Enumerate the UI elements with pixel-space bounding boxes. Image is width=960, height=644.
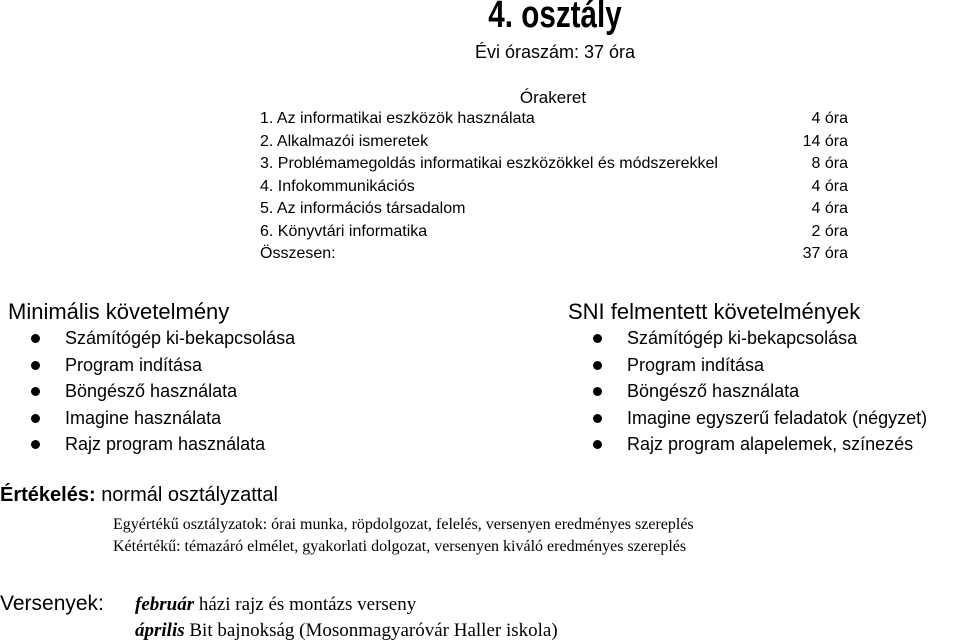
bullet-icon [31, 414, 40, 423]
requirement-item [593, 431, 927, 458]
topic-hours: 4 óra [811, 200, 848, 217]
evaluation-heading [0, 484, 278, 507]
requirement-text: Számítógép ki-bekapcsolása [627, 328, 858, 348]
requirement-text: Számítógép ki-bekapcsolása [65, 328, 296, 348]
evaluation-line-single-value: Egyértékű osztályzatok: órai munka, röpdolgozat, felelés, versenyen eredményes szereplés [113, 516, 694, 533]
bullet-icon [593, 361, 602, 370]
bullet-icon [31, 440, 40, 449]
competition-item [135, 620, 558, 642]
hours-table-row [260, 221, 848, 244]
requirement-item [31, 325, 295, 352]
requirement-text: Böngésző használata [65, 381, 238, 401]
requirement-item [31, 352, 295, 379]
bullet-icon [593, 334, 602, 343]
competition-text: Bit bajnokság (Mosonmagyaróvár Haller iskola) [189, 620, 558, 641]
topic-name: 3. Problémamegoldás informatikai eszközökkel és módszerekkel [260, 155, 718, 172]
minimum-requirements-list [31, 325, 295, 458]
requirement-item [593, 405, 927, 432]
bullet-icon [593, 387, 602, 396]
topic-hours: 4 óra [811, 110, 848, 127]
competitions-label: Versenyek: [0, 592, 104, 615]
topic-hours: 14 óra [802, 132, 848, 150]
hours-table-heading: Órakeret [519, 88, 587, 107]
hours-total-row [260, 243, 848, 266]
topic-name: 1. Az informatikai eszközök használata [260, 110, 535, 127]
topic-name: 5. Az információs társadalom [260, 200, 466, 217]
competition-month: április [135, 620, 185, 641]
requirement-item [593, 352, 927, 379]
minimum-requirements-heading: Minimális követelmény [8, 299, 230, 324]
topic-name: 2. Alkalmazói ismeretek [260, 132, 429, 150]
hours-table-row [260, 131, 848, 154]
sni-requirements-list [593, 325, 927, 458]
competition-month: február [135, 594, 195, 615]
requirement-text: Böngésző használata [627, 381, 800, 401]
hours-table-row [260, 108, 848, 131]
requirement-item [31, 378, 295, 405]
evaluation-label: Értékelés: [0, 484, 96, 506]
competition-text: házi rajz és montázs verseny [198, 594, 417, 615]
total-hours: 37 óra [802, 245, 848, 262]
hours-table-row [260, 198, 848, 221]
topic-name: 6. Könyvtári informatika [260, 222, 428, 240]
annual-hours-subtitle: Évi óraszám: 37 óra [474, 42, 636, 62]
hours-table-row [260, 153, 848, 176]
bullet-icon [593, 440, 602, 449]
page-title: 4. osztály [488, 0, 622, 36]
total-label: Összesen: [260, 245, 336, 262]
requirement-text: Rajz program alapelemek, színezés [627, 434, 914, 454]
bullet-icon [31, 387, 40, 396]
requirement-item [31, 431, 295, 458]
bullet-icon [593, 414, 602, 423]
evaluation-value: normál osztályzattal [101, 484, 278, 506]
hours-table [260, 108, 848, 266]
topic-hours: 4 óra [811, 177, 848, 195]
requirement-text: Imagine használata [65, 407, 222, 428]
requirement-item [593, 325, 927, 352]
sni-requirements-heading: SNI felmentett követelmények [568, 299, 861, 324]
hours-table-row [260, 176, 848, 199]
competition-item [135, 594, 416, 616]
requirement-text: Imagine egyszerű feladatok (négyzet) [627, 407, 928, 428]
topic-name: 4. Infokommunikációs [260, 177, 415, 195]
bullet-icon [31, 361, 40, 370]
requirement-text: Rajz program használata [65, 434, 266, 454]
requirement-text: Program indítása [65, 354, 203, 375]
bullet-icon [31, 334, 40, 343]
topic-hours: 2 óra [811, 222, 848, 240]
requirement-item [31, 405, 295, 432]
topic-hours: 8 óra [811, 155, 848, 172]
evaluation-line-double-value: Kétértékű: témazáró elmélet, gyakorlati dolgozat, versenyen kiváló eredményes szereplés [113, 538, 687, 555]
requirement-item [593, 378, 927, 405]
requirement-text: Program indítása [627, 354, 765, 375]
